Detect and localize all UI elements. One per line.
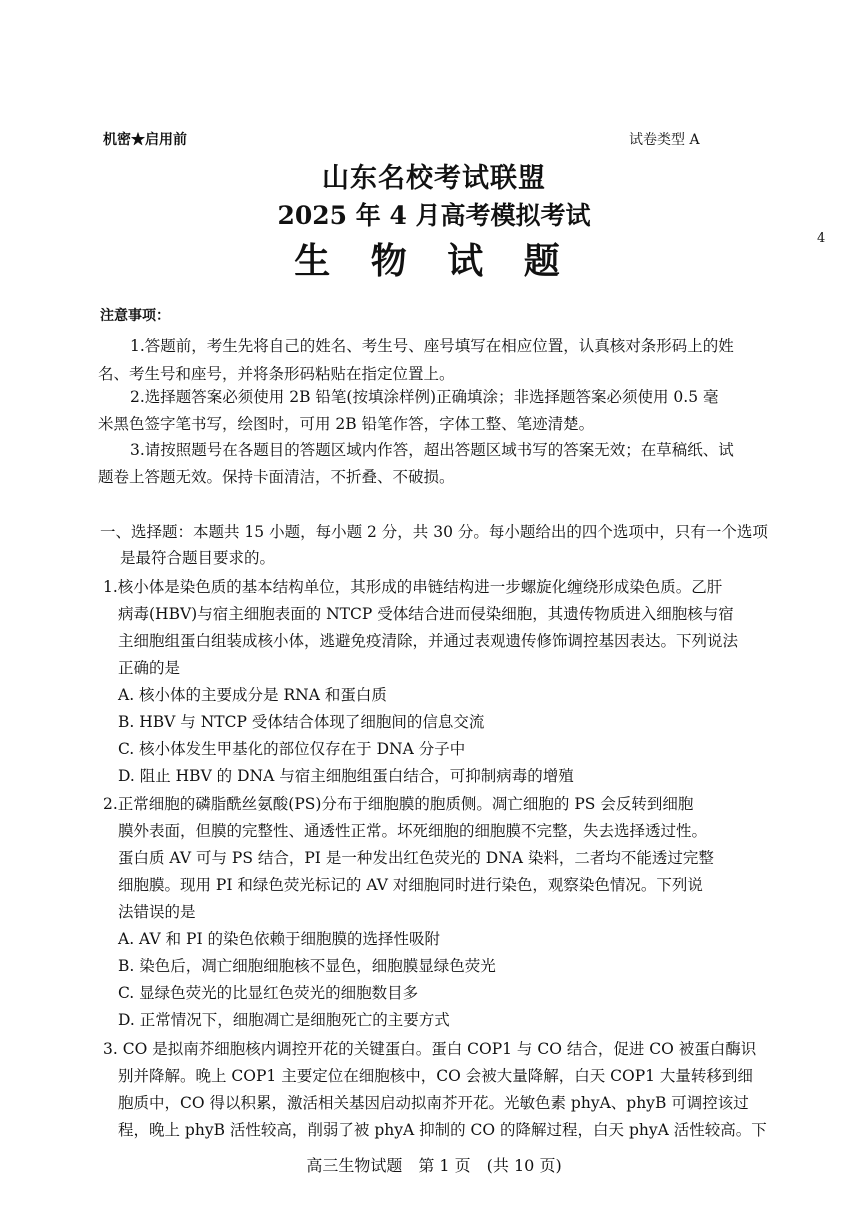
confidential-label: 机密★启用前 — [103, 132, 187, 148]
subject-title: 生 物 试 题 — [294, 240, 574, 282]
section-heading-cont: 是最符合题目要求的。 — [120, 549, 276, 567]
question-1-line: 1.核小体是染色质的基本结构单位，其形成的串链结构进一步螺旋化缠绕形成染色质。乙肝 — [103, 578, 723, 596]
question-1-option-d: D. 阻止 HBV 的 DNA 与宿主细胞组蛋白结合，可抑制病毒的增殖 — [118, 767, 574, 785]
notes-line: 2.选择题答案必须使用 2B 铅笔(按填涂样例)正确填涂；非选择题答案必须使用 0.5 毫 — [130, 388, 719, 406]
question-1-line: 病毒(HBV)与宿主细胞表面的 NTCP 受体结合进而侵染细胞，其遗传物质进入细胞核与宿 — [118, 605, 734, 623]
question-3-line: 3. CO 是拟南芥细胞核内调控开花的关键蛋白。蛋白 COP1 与 CO 结合，促进 CO 被蛋白酶识 — [103, 1040, 757, 1058]
exam-date-title: 2025 年 4 月高考模拟考试 — [277, 201, 591, 230]
question-1-line: 正确的是 — [118, 659, 181, 677]
question-2-line: 蛋白质 AV 可与 PS 结合，PI 是一种发出红色荧光的 DNA 染料，二者均不能透过完整 — [118, 849, 714, 867]
question-2-option-c: C. 显绿色荧光的比显红色荧光的细胞数目多 — [118, 984, 419, 1002]
question-2-line: 法错误的是 — [118, 903, 196, 921]
question-2-line: 细胞膜。现用 PI 和绿色荧光标记的 AV 对细胞同时进行染色，观察染色情况。下列说 — [118, 876, 703, 894]
question-3-line: 程，晚上 phyB 活性较高，削弱了被 phyA 抑制的 CO 的降解过程，白天 phyA 活性较高。下 — [118, 1121, 767, 1139]
question-1-option-c: C. 核小体发生甲基化的部位仅存在于 DNA 分子中 — [118, 740, 466, 758]
question-2-line: 2.正常细胞的磷脂酰丝氨酸(PS)分布于细胞膜的胞质侧。凋亡细胞的 PS 会反转到细胞 — [103, 795, 694, 813]
question-2-line: 膜外表面，但膜的完整性、通透性正常。坏死细胞的细胞膜不完整，失去选择透过性。 — [118, 822, 708, 840]
section-heading: 一、选择题：本题共 15 小题，每小题 2 分，共 30 分。每小题给出的四个选项中，只有一个选项 — [100, 523, 768, 541]
notes-line: 名、考生号和座号，并将条形码粘贴在指定位置上。 — [98, 365, 455, 383]
notes-line: 米黑色签字笔书写，绘图时，可用 2B 铅笔作答，字体工整、笔迹清楚。 — [98, 415, 595, 433]
exam-alliance-title: 山东名校考试联盟 — [322, 163, 546, 194]
question-1-option-b: B. HBV 与 NTCP 受体结合体现了细胞间的信息交流 — [118, 713, 485, 731]
question-2-option-b: B. 染色后，凋亡细胞细胞核不显色，细胞膜显绿色荧光 — [118, 957, 496, 975]
question-3-line: 别并降解。晚上 COP1 主要定位在细胞核中，CO 会被大量降解，白天 COP1 大量转移到细 — [118, 1067, 753, 1085]
notes-line: 题卷上答题无效。保持卡面清洁，不折叠、不破损。 — [98, 468, 455, 486]
question-2-option-d: D. 正常情况下，细胞凋亡是细胞死亡的主要方式 — [118, 1011, 450, 1029]
question-3-line: 胞质中，CO 得以积累，激活相关基因启动拟南芥开花。光敏色素 phyA、phyB 可调控该过 — [118, 1094, 749, 1112]
question-1-line: 主细胞组蛋白组装成核小体，逃避免疫清除，并通过表观遗传修饰调控基因表达。下列说法 — [118, 632, 739, 650]
question-2-option-a: A. AV 和 PI 的染色依赖于细胞膜的选择性吸附 — [118, 930, 440, 948]
page-footer: 高三生物试题 第 1 页 (共 10 页) — [306, 1156, 562, 1175]
notes-title: 注意事项： — [100, 308, 170, 324]
paper-type-label: 试卷类型 A — [629, 132, 700, 148]
margin-number: 4 — [817, 231, 826, 246]
question-1-option-a: A. 核小体的主要成分是 RNA 和蛋白质 — [118, 686, 387, 704]
notes-line: 3.请按照题号在各题目的答题区域内作答，超出答题区域书写的答案无效；在草稿纸、试 — [130, 441, 734, 459]
notes-line: 1.答题前，考生先将自己的姓名、考生号、座号填写在相应位置，认真核对条形码上的姓 — [130, 337, 734, 355]
